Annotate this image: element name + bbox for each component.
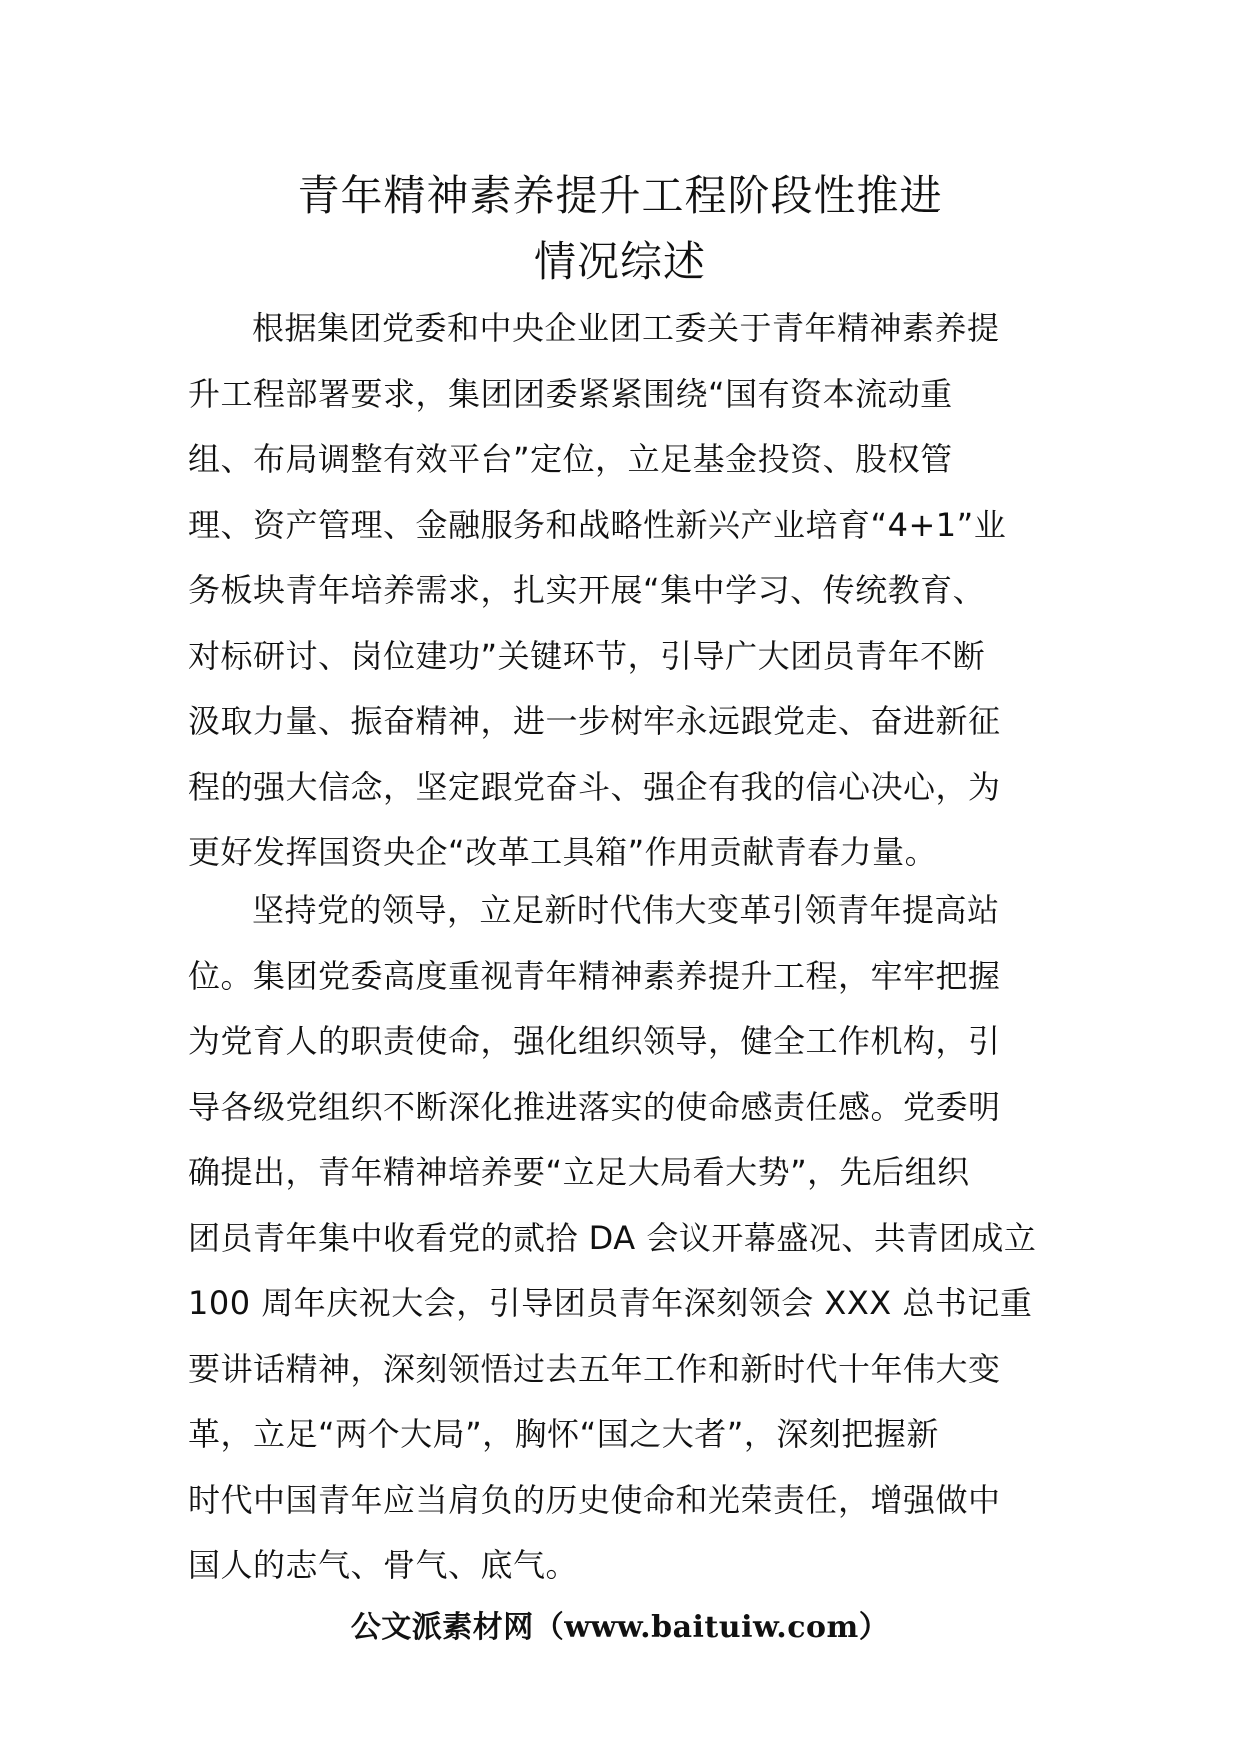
text-line: 时代中国青年应当肩负的历史使命和光荣责任，增强做中 (188, 1480, 1001, 1519)
text-line: 根据集团党委和中央企业团工委关于青年精神素养提 (252, 309, 1000, 347)
paragraph-2 (188, 878, 1058, 1599)
footer-watermark: 公文派素材网（www.baituiw.com） (350, 1610, 890, 1645)
text-line: 理、资产管理、金融服务和战略性新兴产业培育“4+1”业 (188, 505, 1007, 544)
text-line: 升工程部署要求，集团团委紧紧围绕“国有资本流动重 (188, 374, 953, 413)
text-line: 对标研讨、岗位建功”关键环节，引导广大团员青年不断 (188, 636, 986, 675)
text-line: 组、布局调整有效平台”定位，立足基金投资、股权管 (188, 440, 953, 478)
text-line: 团员青年集中收看党的贰拾 DA 会议开幕盛况、共青团成立 (188, 1218, 1037, 1257)
text-line: 程的强大信念，坚定跟党奋斗、强企有我的信心决心，为 (188, 767, 1001, 806)
text-line: 更好发挥国资央企“改革工具箱”作用贡献青春力量。 (188, 833, 938, 871)
text-line: 国人的志气、骨气、底气。 (188, 1546, 579, 1584)
text-line: 汲取力量、振奋精神，进一步树牢永远跟党走、奋进新征 (188, 702, 1001, 740)
text-line: 为党育人的职责使命，强化组织领导，健全工作机构，引 (188, 1022, 1001, 1060)
text-line: 100 周年庆祝大会，引导团员青年深刻领会 XXX 总书记重 (188, 1284, 1033, 1322)
text-line: 革，立足“两个大局”，胸怀“国之大者”，深刻把握新 (188, 1415, 939, 1453)
document-title-line-1: 青年精神素养提升工程阶段性推进 (297, 171, 943, 220)
document-title-line-2: 情况综述 (533, 237, 706, 286)
text-line: 务板块青年培养需求，扎实开展“集中学习、传统教育、 (188, 571, 986, 609)
text-line: 坚持党的领导，立足新时代伟大变革引领青年提高站 (252, 891, 1000, 929)
text-line: 确提出，青年精神培养要“立足大局看大势”，先后组织 (188, 1153, 970, 1191)
text-line: 要讲话精神，深刻领悟过去五年工作和新时代十年伟大变 (188, 1349, 1001, 1388)
text-line: 位。集团党委高度重视青年精神素养提升工程，牢牢把握 (188, 956, 1001, 995)
text-line: 导各级党组织不断深化推进落实的使命感责任感。党委明 (188, 1087, 1001, 1126)
paragraph-1 (188, 296, 1058, 886)
